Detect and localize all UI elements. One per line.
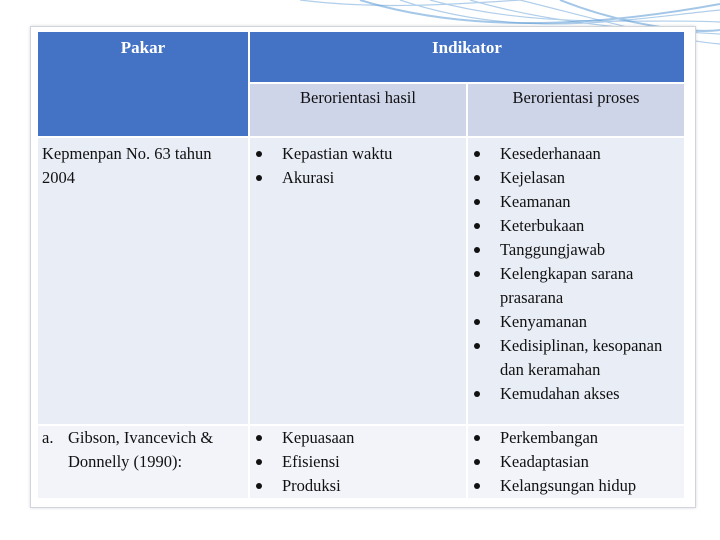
header-indikator-label: Indikator xyxy=(432,38,502,57)
expert-enum xyxy=(38,426,248,474)
list-item: Keterbukaan xyxy=(468,214,684,238)
list-item: Kepastian waktu xyxy=(250,142,466,166)
list-item: Kemudahan akses xyxy=(468,382,684,406)
list-item: Keamanan xyxy=(468,190,684,214)
list-item: Kenyamanan xyxy=(468,310,684,334)
subheader-proses xyxy=(467,83,685,137)
list-item: Keadaptasian xyxy=(468,450,684,474)
list-item: Kejelasan xyxy=(468,166,684,190)
process-cell xyxy=(467,425,685,499)
list-item: Kesederhanaan xyxy=(468,142,684,166)
process-list xyxy=(468,138,684,406)
list-item: Perkembangan xyxy=(468,426,684,450)
expert-name: Kepmenpan No. 63 tahun 2004 xyxy=(42,144,212,187)
list-item: Tanggungjawab xyxy=(468,238,684,262)
subheader-proses-label: Berorientasi proses xyxy=(512,88,640,107)
header-indikator xyxy=(249,31,685,83)
subheader-hasil xyxy=(249,83,467,137)
header-pakar-label: Pakar xyxy=(120,38,166,57)
results-list xyxy=(250,138,466,190)
results-cell xyxy=(249,137,467,425)
enum-label: a. xyxy=(42,428,54,447)
list-item: Kepuasaan xyxy=(250,426,466,450)
list-item: Kedisiplinan, kesopanan dan keramahan xyxy=(468,334,684,382)
expert-cell xyxy=(37,425,249,499)
table-row xyxy=(37,137,685,425)
table-row xyxy=(37,425,685,499)
list-item: Kelangsungan hidup xyxy=(468,474,684,498)
list-item: Efisiensi xyxy=(250,450,466,474)
list-item: Akurasi xyxy=(250,166,466,190)
header-pakar xyxy=(37,31,249,137)
process-list xyxy=(468,426,684,498)
list-item: Kelengkapan sarana prasarana xyxy=(468,262,684,310)
subheader-hasil-label: Berorientasi hasil xyxy=(300,88,416,107)
expert-name: Gibson, Ivancevich & Donnelly (1990): xyxy=(68,428,214,471)
indicator-table xyxy=(36,30,686,500)
list-item: Produksi xyxy=(250,474,466,498)
results-cell xyxy=(249,425,467,499)
results-list xyxy=(250,426,466,498)
expert-cell xyxy=(37,137,249,425)
process-cell xyxy=(467,137,685,425)
